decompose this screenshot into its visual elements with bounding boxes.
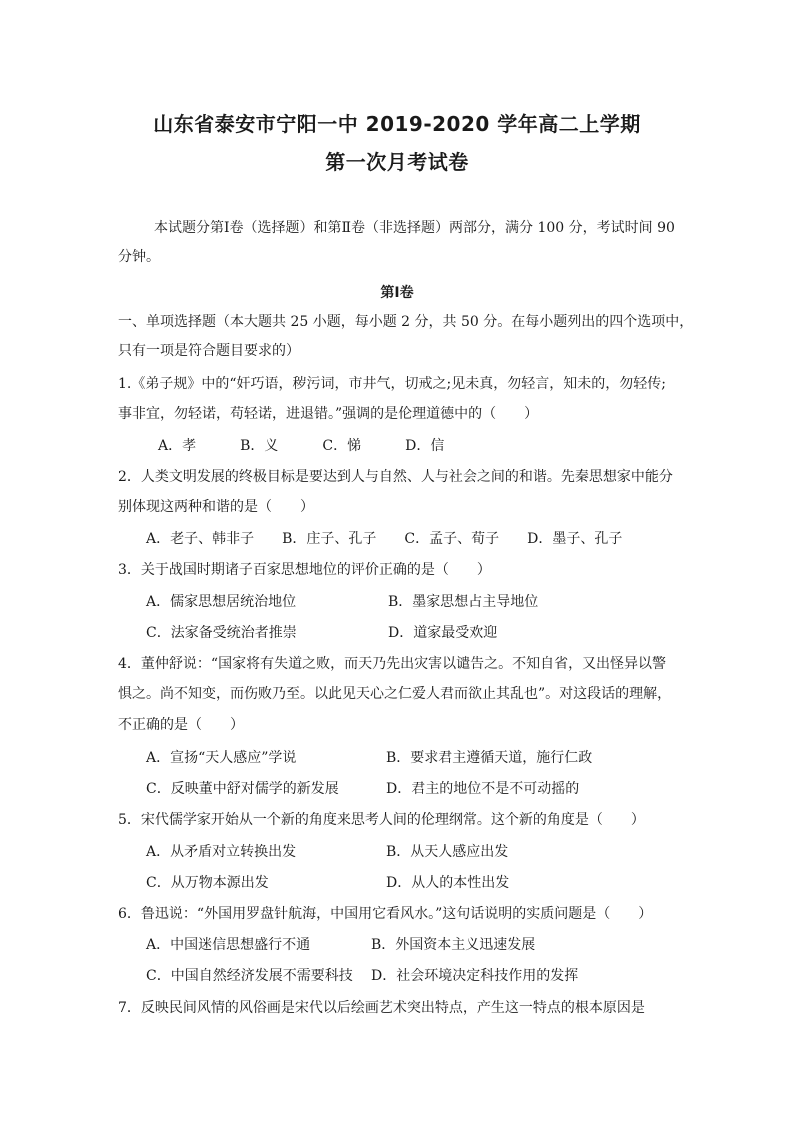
q6-option-c: C．中国自然经济发展不需要科技 — [146, 968, 353, 984]
q6-option-b: B．外国资本主义迅速发展 — [371, 937, 536, 953]
q1-option-b: B．义 — [240, 438, 279, 454]
q6-option-a: A．中国迷信思想盛行不通 — [146, 937, 311, 953]
q5-option-d: D．从人的本性出发 — [386, 875, 510, 891]
q4-option-d: D．君主的地位不是不可动摇的 — [386, 781, 580, 797]
q2-option-a: A．老子、韩非子 — [146, 531, 255, 547]
q1-option-d: D．信 — [405, 438, 445, 454]
q3-option-d: D．道家最受欢迎 — [388, 625, 498, 641]
q5-option-a: A．从矛盾对立转换出发 — [146, 844, 297, 860]
q2-options — [146, 530, 650, 548]
intro-line-1: 本试题分第Ⅰ卷（选择题）和第Ⅱ卷（非选择题）两部分，满分 100 分，考试时间 90 — [154, 220, 675, 236]
q4-option-a: A．宣扬“天人感应”学说 — [146, 750, 297, 766]
q1-stem-line-2: 事非宜，勿轻诺，苟轻诺，进退错。”强调的是伦理道德中的（ ） — [118, 406, 539, 422]
intro-line-2: 分钟。 — [118, 249, 160, 265]
q5-option-b: B．从天人感应出发 — [386, 844, 509, 860]
q1-options — [158, 437, 488, 455]
section-label: 第Ⅰ卷 — [380, 285, 414, 301]
q2-option-d: D．墨子、孔子 — [527, 531, 623, 547]
q6-stem: 6．鲁迅说：“外国用罗盘针航海，中国用它看风水。”这句话说明的实质问题是（ ） — [118, 906, 653, 922]
q2-stem-line-1: 2．人类文明发展的终极目标是要达到人与自然、人与社会之间的和谐。先秦思想家中能分 — [118, 469, 673, 485]
q2-option-b: B．庄子、孔子 — [282, 531, 377, 547]
q2-option-c: C．孟子、荀子 — [404, 531, 500, 547]
q3-option-c: C．法家备受统治者推崇 — [146, 625, 297, 641]
exam-title: 山东省泰安市宁阳一中 2019-2020 学年高二上学期 — [153, 112, 641, 136]
q4-stem-line-2: 惧之。尚不知变，而伤败乃至。以此见天心之仁爱人君而欲止其乱也”。对这段话的理解， — [118, 686, 672, 702]
q4-stem-line-1: 4．董仲舒说：“国家将有失道之败，而天乃先出灾害以谴告之。不知自省，又出怪异以警 — [118, 656, 667, 672]
q3-stem: 3．关于战国时期诸子百家思想地位的评价正确的是（ ） — [118, 562, 491, 578]
q4-stem-line-3: 不正确的是（ ） — [118, 717, 244, 733]
q5-option-c: C．从万物本源出发 — [146, 875, 269, 891]
q6-option-d: D．社会环境决定科技作用的发挥 — [371, 968, 579, 984]
q1-option-c: C．悌 — [322, 438, 362, 454]
section-instruction-2: 只有一项是符合题目要求的） — [118, 343, 300, 359]
q4-option-c: C．反映董中舒对儒学的新发展 — [146, 781, 339, 797]
q2-stem-line-2: 别体现这两种和谐的是（ ） — [118, 499, 314, 515]
q4-option-b: B．要求君主遵循天道，施行仁政 — [386, 750, 593, 766]
exam-subtitle: 第一次月考试卷 — [325, 150, 469, 174]
q1-stem-line-1: 1.《弟子规》中的“奸巧语，秽污词，市井气，切戒之;见未真，勿轻言，知未的，勿轻传; — [118, 376, 666, 392]
q5-stem: 5．宋代儒学家开始从一个新的角度来思考人间的伦理纲常。这个新的角度是（ ） — [118, 812, 645, 828]
q3-option-a: A．儒家思想居统治地位 — [146, 594, 297, 610]
q7-stem: 7．反映民间风情的风俗画是宋代以后绘画艺术突出特点，产生这一特点的根本原因是 — [118, 1000, 645, 1016]
q3-option-b: B．墨家思想占主导地位 — [388, 594, 539, 610]
q1-option-a: A．孝 — [158, 438, 197, 454]
section-instruction-1: 一、单项选择题（本大题共 25 小题，每小题 2 分，共 50 分。在每小题列出的四个选项中， — [118, 314, 694, 330]
